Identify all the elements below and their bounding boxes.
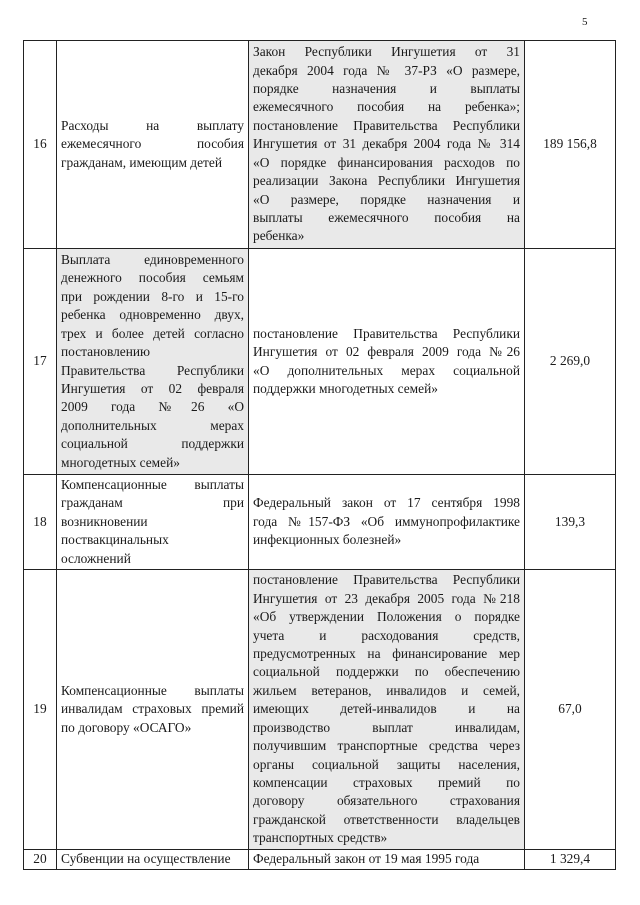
text-line: постановление Правительства Республики: [253, 325, 520, 341]
text-line: Ингушетия от 02 февраля: [61, 380, 244, 396]
text-line: постановлению: [61, 344, 151, 360]
text-line: инвалидам страховых премий: [61, 701, 244, 717]
page-number: 5: [582, 16, 588, 28]
text-line: органы социальной защиты населения,: [253, 756, 520, 772]
text-line: «Об утверждении Положения о порядке: [253, 609, 520, 625]
text-line: при рождении 8-го и 15-го: [61, 288, 244, 304]
text-line: жильем ветеранов, инвалидов и семей,: [253, 682, 520, 698]
table-row: [24, 570, 616, 850]
text-line: Закон Республики Ингушетия от 31: [253, 44, 520, 60]
text-line: Расходы на выплату: [61, 117, 244, 133]
table-body: [24, 41, 616, 870]
text-line: Правительства Республики: [61, 362, 244, 378]
budget-table: [23, 40, 616, 870]
text-line: Федеральный закон от 17 сентября 1998: [253, 495, 520, 511]
expense-name: [57, 249, 249, 475]
text-line: гражданской ответственности владельцев: [253, 811, 520, 827]
text-line: Ингушетия от 02 февраля 2009 года №26: [253, 344, 520, 360]
text-line: Федеральный закон от 19 мая 1995 года: [253, 851, 480, 867]
text-line: инфекционных болезней»: [253, 532, 402, 548]
text-line: постановление Правительства Республики: [253, 117, 520, 133]
text-line: Субвенции на осуществление: [61, 851, 231, 867]
table-row: [24, 41, 616, 249]
text-line: поствакцинальных: [61, 532, 169, 548]
text-line: Компенсационные выплаты: [61, 682, 244, 698]
legal-basis: [249, 249, 525, 475]
text-line: компенсации страховых премий по: [253, 774, 520, 790]
text-line: Ингушетия от 23 декабря 2005 года №218: [253, 590, 520, 606]
text-line: трех и более детей согласно: [61, 325, 244, 341]
text-line: ежемесячного пособия: [61, 136, 244, 152]
expense-name: [57, 475, 249, 570]
text-line: осложнений: [61, 550, 131, 566]
text-line: дополнительных мерах: [61, 417, 244, 433]
text-line: «О дополнительных мерах социальной: [253, 362, 520, 378]
text-line: производство выплат инвалидам,: [253, 719, 520, 735]
row-number: 20: [24, 850, 57, 870]
amount: 139,3: [525, 475, 616, 570]
row-number: 17: [24, 249, 57, 475]
amount: 67,0: [525, 570, 616, 850]
text-line: декабря 2004 года № 37-РЗ «О размере,: [253, 62, 520, 78]
text-line: социальной поддержки по обеспечению: [253, 664, 520, 680]
legal-basis: [249, 41, 525, 249]
row-number: 18: [24, 475, 57, 570]
text-line: возникновении: [61, 513, 148, 529]
text-line: предусмотренных на финансирование мер: [253, 646, 520, 662]
amount: 2 269,0: [525, 249, 616, 475]
text-line: поддержки многодетных семей»: [253, 380, 438, 396]
text-line: реализации Закона Республики Ингушетия: [253, 173, 520, 189]
amount: 189 156,8: [525, 41, 616, 249]
text-line: года №157-ФЗ «Об иммунопрофилактике: [253, 513, 520, 529]
legal-basis: [249, 850, 525, 870]
text-line: Ингушетия от 31 декабря 2004 года № 314: [253, 136, 520, 152]
text-line: имеющих детей-инвалидов и на: [253, 701, 520, 717]
text-line: многодетных семей»: [61, 454, 180, 470]
legal-basis: [249, 570, 525, 850]
expense-name: [57, 41, 249, 249]
legal-basis: [249, 475, 525, 570]
text-line: денежного пособия семьям: [61, 270, 244, 286]
text-line: «О размере, порядке назначения и: [253, 191, 520, 207]
text-line: 2009 года №26 «О: [61, 399, 244, 415]
text-line: Компенсационные выплаты: [61, 476, 244, 492]
row-number: 19: [24, 570, 57, 850]
text-line: порядке назначения и выплаты: [253, 81, 520, 97]
text-line: Выплата единовременного: [61, 252, 244, 268]
text-line: транспортных средств»: [253, 830, 388, 846]
text-line: по договору «ОСАГО»: [61, 719, 192, 735]
text-line: ежемесячного пособия на ребенка»;: [253, 99, 520, 115]
table-row: [24, 249, 616, 475]
table-row: [24, 850, 616, 870]
row-number: 16: [24, 41, 57, 249]
expense-name: [57, 850, 249, 870]
text-line: постановление Правительства Республики: [253, 572, 520, 588]
text-line: социальной поддержки: [61, 436, 244, 452]
table-row: [24, 475, 616, 570]
expense-name: [57, 570, 249, 850]
text-line: получившим транспортные средства через: [253, 738, 520, 754]
text-line: ребенка»: [253, 228, 305, 244]
text-line: учета и расходования средств,: [253, 627, 520, 643]
text-line: «О порядке финансирования расходов по: [253, 154, 520, 170]
text-line: ребенка одновременно двух,: [61, 307, 244, 323]
text-line: договору обязательного страхования: [253, 793, 520, 809]
text-line: гражданам при: [61, 495, 244, 511]
text-line: выплаты ежемесячного пособия на: [253, 209, 520, 225]
text-line: гражданам, имеющим детей: [61, 154, 223, 170]
amount: 1 329,4: [525, 850, 616, 870]
